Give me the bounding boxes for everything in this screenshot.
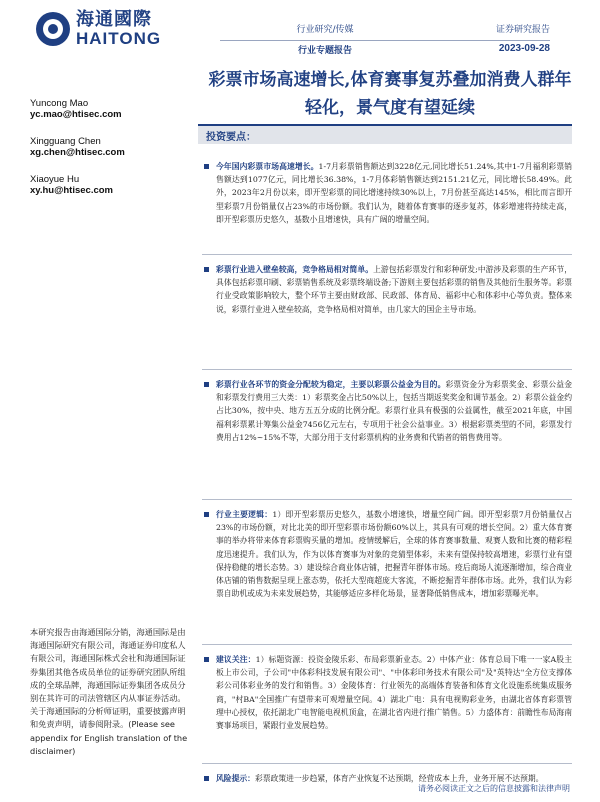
page-header: [0, 0, 600, 60]
key-point-lead: 风险提示：: [216, 774, 255, 783]
report-date: 2023-09-28: [498, 43, 550, 54]
logo-en-text: HAITONG: [76, 29, 162, 48]
key-point-lead: 彩票行业各环节的资金分配较为稳定，主要以彩票公益金为目的。: [216, 380, 446, 389]
author-email[interactable]: xg.chen@htisec.com: [30, 147, 125, 158]
key-point-text: 彩票政策进一步趋紧，体育产业恢复不达预期，经营成本上升，业务开展不达预期。: [254, 774, 544, 783]
logo-icon: [36, 12, 70, 46]
footer-note: 请务必阅读正文之后的信息披露和法律声明: [418, 784, 570, 793]
author-entry: [30, 136, 190, 158]
report-title: 彩票市场高速增长,体育赛事复苏叠加消费人群年轻化，景气度有望延续: [208, 70, 572, 118]
author-email[interactable]: yc.mao@htisec.com: [30, 109, 122, 120]
divider: [202, 369, 572, 370]
key-point: [202, 508, 572, 644]
divider: [202, 499, 572, 500]
key-point-lead: 彩票行业进入壁垒较高，竞争格局相对简单。: [216, 265, 374, 274]
key-point: [202, 160, 572, 254]
key-point-text: 1）即开型彩票历史悠久，基数小增速快，增量空间广阔。即开型彩票7月份销量仅占23%的市场份额，对比北美的即开型彩票市场份额60%以上，其具有可观的增长空间。2）重大体育赛事的举办将带来体育彩票购买量的增加。疫情缓解后，全球的体育赛事数量、观赛人数和比赛的精彩程度迅速提升。我们认为，作为以体育赛事为对象的竞猜型体彩，未来有望保持较高增速，彩票行业有望保持稳健的增长态势。3）建设综合商业体店铺，把握青年群体市场。疫后商场人流逐渐增加，综合商业体店铺的销售数据呈现上涨态势，依托大型商超庞大客流，不断挖掘青年群体市场。此外，我们认为彩票自助机或成为未来发展趋势，其能够适应多样化场景，显著降低销售成本，增加彩票曝光率。: [216, 510, 573, 599]
key-point-text: 上游包括彩票发行和彩种研发;中游涉及彩票的生产环节，具体包括彩票印刷、彩票销售系统及彩票终端设备;下游则主要包括彩票的销售及其他衍生服务等。彩票行业受政策影响较大，整个环节主要由财政部、民政部、体育局、福彩中心和体彩中心等负责。整体来说，彩票行业进入壁垒较高，竞争格局相对简单，由几家大的国企主导市场。: [216, 265, 573, 314]
author-entry: [30, 174, 190, 196]
key-points: [202, 160, 572, 802]
key-point-text: 彩票资金分为彩票奖金、彩票公益金和彩票发行费用三大类：1）彩票奖金占比50%以上，包括当期返奖奖金和调节基金。2）彩票公益金约占比30%，按中央、地方五五分成的比例分配。彩票行业具有极强的公益属性，截至2021年底，中国福利彩票累计筹集公益金7456亿元左右，专项用于社会公益事业。3）根据彩票类型的不同，彩票发行费用占12%~15%不等，大部分用于支付彩票机构的业务费和代销者的销售费用等。: [216, 380, 573, 442]
key-point: [202, 653, 572, 763]
key-point-lead: 行业主要逻辑：: [216, 510, 273, 519]
key-point: [202, 263, 572, 369]
divider: [202, 644, 572, 645]
author-name: Xiaoyue Hu: [30, 174, 80, 185]
key-point-text: 1）标题资源：投资金陵乐彩、布局彩票新业态。2）中体产业：体育总局下唯一一家A股主板上市公司，子公司"中体彩科技发展有限公司"、"中体彩印务技术有限公司"及"英特达"全方位支撑体彩公司体彩业务的发行和销售。3）金陵体育：行业领先的高端体育装备和体育文化设施系统集成服务商，"村BA"全国推广有望带来可观增量空间。4）湖北广电：具有电视购彩业务，由湖北省体育彩票管理中心授权，依托湖北广电智能电视机顶盒，在湖北省内进行推广销售。5）力盛体育：前瞻性布局海南赛事场项目，紧跟行业发展趋势。: [216, 655, 572, 731]
author-name: Xingguang Chen: [30, 136, 101, 147]
report-category: 行业研究/传媒: [296, 25, 354, 35]
key-point-text: 1-7月彩票销售额达到3228亿元,同比增长51.24%,其中1-7月福利彩票销售额达到1077亿元，同比增长36.38%，1-7月体彩销售额达到2151.21亿元，同比增长58.49%。此外，2023年2月份以来，即开型彩票的同比增速持续30%以上，7月份甚至高达145%，相比而言即开型彩票7月份销量仅占23%的市场份额。我们认为，随着体育赛事的逐步复苏，体彩增速将持续走高，即开型彩票历史悠久，基数小且增速快，具有广阔的增量空间。: [216, 162, 572, 224]
section-header: [198, 124, 572, 144]
key-point: [202, 378, 572, 499]
report-type: 证券研究报告: [495, 25, 550, 35]
key-point-lead: 建议关注：: [216, 655, 256, 664]
author-name: Yuncong Mao: [30, 98, 89, 109]
divider: [202, 254, 572, 255]
author-email[interactable]: xy.hu@htisec.com: [30, 185, 113, 196]
logo-cn-text: 海通國際: [76, 9, 152, 30]
disclaimer-text: 本研究报告由海通国际分销，海通国际是由海通国际研究有限公司，海通证券印度私人有限公司，海通国际株式会社和海通国际证券集团其他各成员单位的证券研究团队所组成的全球品牌，海通国际证券集团各成员分别在其许可的司法管辖区内从事证券活动。关于海通国际的分析师证明，重要披露声明和免责声明，请参阅附录。(Please see appendix for English translation of the disclaimer): [30, 627, 188, 756]
divider: [202, 763, 572, 764]
report-subcategory: 行业专题报告: [297, 46, 352, 56]
key-point-lead: 今年国内彩票市场高速增长。: [216, 162, 319, 171]
section-title: 投资要点：: [206, 132, 256, 143]
haitong-logo: [36, 10, 161, 48]
author-list: [30, 98, 190, 212]
author-entry: [30, 98, 190, 120]
